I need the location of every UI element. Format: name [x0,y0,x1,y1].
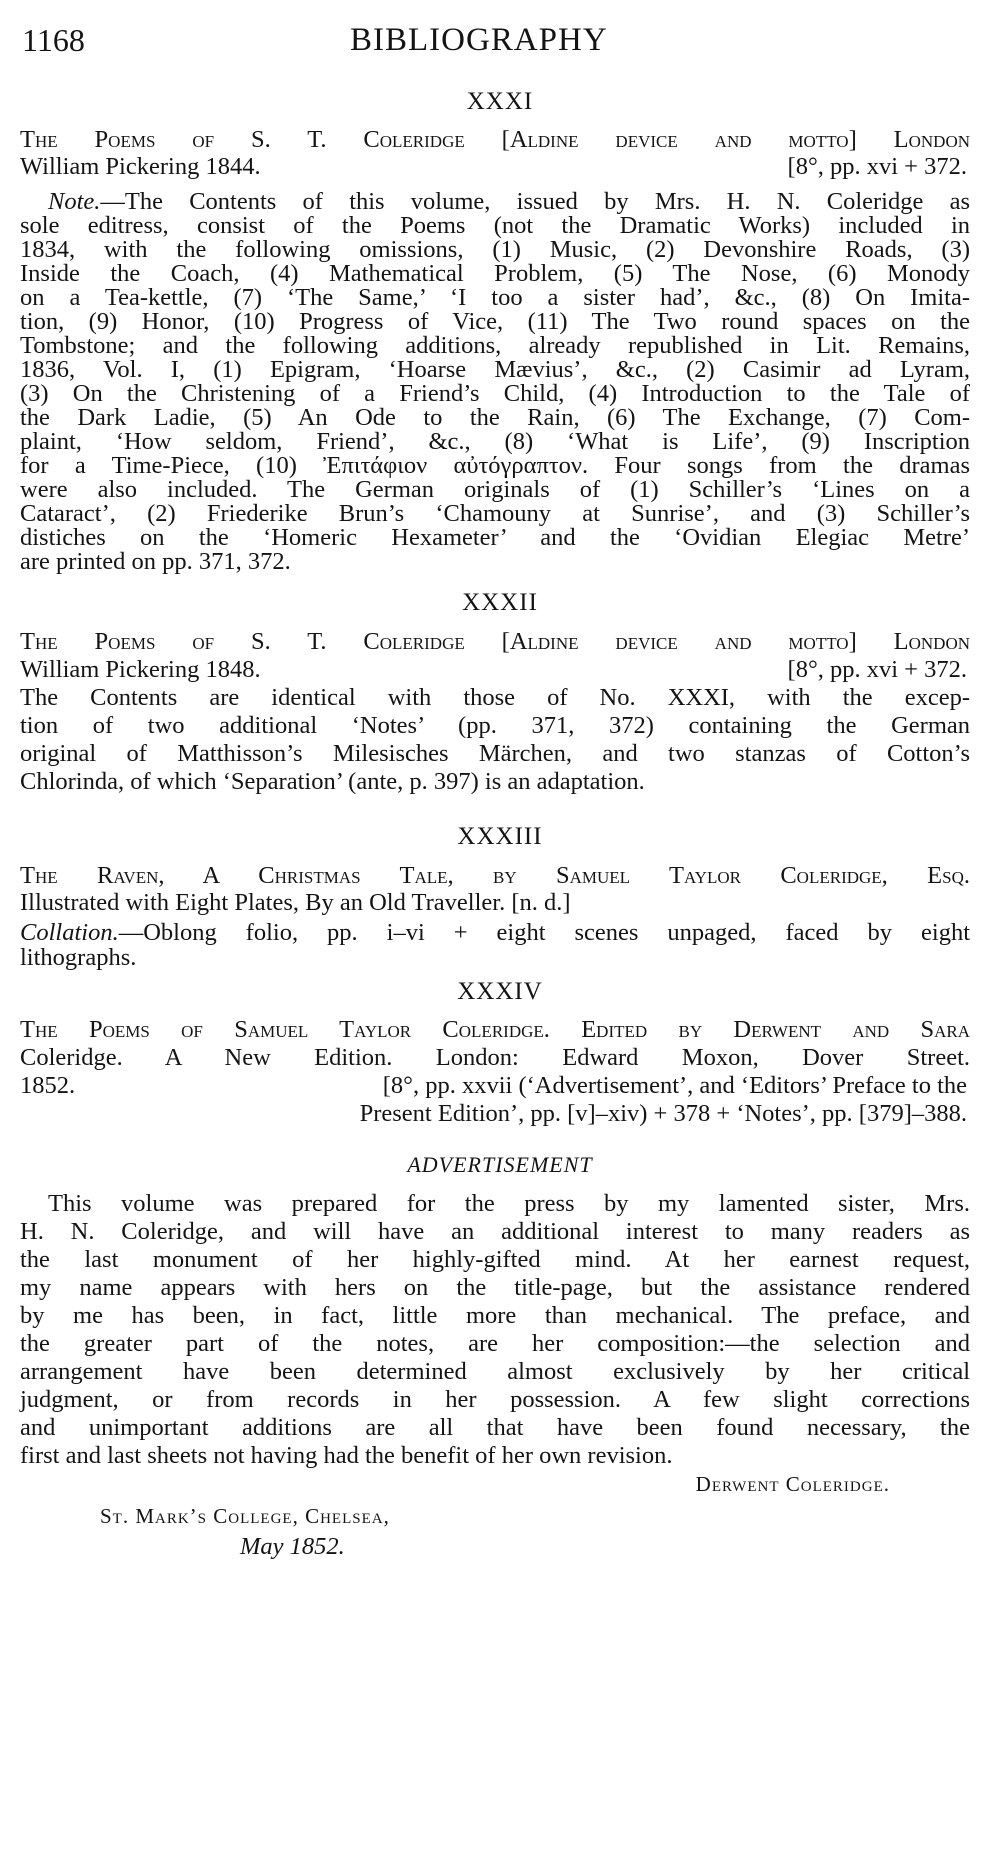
note-label: Note. [48,188,101,215]
entry-xxxiv-format-2: Present Edition’, pp. [v]–xiv) + 378 + ‘Notes’, pp. [379]–388. [359,1100,967,1127]
signature: Derwent Coleridge. [695,1472,890,1496]
entry-xxxiii-line-2: Illustrated with Eight Plates, By an Old Traveller. [n. d.] [20,889,571,916]
note-line: Tombstone; and the following additions, already republished in Lit. Remains, [20,332,970,359]
entry-xxxi-format: [8°, pp. xvi + 372. [787,153,967,180]
advertisement-line: the greater part of the notes, are her composition:—the selection and [20,1330,970,1357]
body-line: original of Matthisson’s Milesisches Märchen, and two stanzas of Cotton’s [20,740,970,767]
advertisement-heading: ADVERTISEMENT [407,1152,593,1177]
advertisement-line: my name appears with hers on the title-page, but the assistance rendered [20,1274,970,1301]
advertisement-line: by me has been, in fact, little more than mechanical. The preface, and [20,1302,970,1329]
advertisement-line: judgment, or from records in her possession. A few slight corrections [20,1386,970,1413]
entry-xxxiii-line-1: The Raven, A Christmas Tale, by Samuel Taylor Coleridge, Esq. [20,862,970,889]
collation-text: —Oblong folio, pp. i–vi + eight scenes unpaged, faced by eight [118,919,970,946]
entry-xxxiv-line-2: Coleridge. A New Edition. London: Edward Moxon, Dover Street. [20,1044,970,1071]
note-line: tion, (9) Honor, (10) Progress of Vice, (11) The Two round spaces on the [20,308,970,335]
note-line: were also included. The German originals of (1) Schiller’s ‘Lines on a [20,476,970,503]
note-line: sole editress, consist of the Poems (not the Dramatic Works) included in [20,212,970,239]
note-line: distiches on the ‘Homeric Hexameter’ and the ‘Ovidian Elegiac Metre’ [20,524,970,551]
note-line: plaint, ‘How seldom, Friend’, &c., (8) ‘What is Life’, (9) Inscription [20,428,970,455]
place: St. Mark’s College, Chelsea, [100,1504,390,1528]
note-line: Cataract’, (2) Friederike Brun’s ‘Chamouny at Sunrise’, and (3) Schiller’s [20,500,970,527]
entry-xxxii-format: [8°, pp. xvi + 372. [787,656,967,683]
body-line: tion of two additional ‘Notes’ (pp. 371, 372) containing the German [20,712,970,739]
advertisement-line: first and last sheets not having had the benefit of her own revision. [20,1442,673,1469]
entry-xxxii-line-1: The Poems of S. T. Coleridge [Aldine device and motto] London [20,628,970,655]
page-number: 1168 [22,22,85,58]
advertisement-line: and unimportant additions are all that have been found necessary, the [20,1414,970,1441]
advertisement-line: H. N. Coleridge, and will have an additional interest to many readers as [20,1218,970,1245]
note-line: for a Time-Piece, (10) Ἐπιτάφιον αὐτόγραπτον. Four songs from the dramas [20,452,970,479]
collation-first-line [20,919,970,947]
entry-xxxiv-line-1: The Poems of Samuel Taylor Coleridge. Edited by Derwent and Sara [20,1016,970,1043]
advertisement-line: arrangement have been determined almost exclusively by her critical [20,1358,970,1385]
section-heading-xxxiv: XXXIV [457,978,543,1005]
body-line: Chlorinda, of which ‘Separation’ (ante, p. 397) is an adaptation. [20,768,645,795]
entry-xxxii-line-2: William Pickering 1848. [20,656,261,683]
note-line: 1836, Vol. I, (1) Epigram, ‘Hoarse Mævius’, &c., (2) Casimir ad Lyram, [20,356,970,383]
page-title: BIBLIOGRAPHY [350,22,608,58]
entry-xxxi-line-2: William Pickering 1844. [20,153,261,180]
date [240,1533,345,1561]
entry-xxxiv-format-1: [8°, pp. xxvii (‘Advertisement’, and ‘Editors’ Preface to the [382,1072,967,1099]
note-line: (3) On the Christening of a Friend’s Child, (4) Introduction to the Tale of [20,380,970,407]
collation-label: Collation. [20,919,119,946]
advertisement-line: the last monument of her highly-gifted mind. At her earnest request, [20,1246,970,1273]
section-heading-xxxiii: XXXIII [457,823,543,850]
entry-xxxiv-year: 1852. [20,1072,76,1099]
section-heading-xxxi: XXXI [466,88,534,115]
note-line: on a Tea-kettle, (7) ‘The Same,’ ‘I too a sister had’, &c., (8) On Imita- [20,284,970,311]
note-line: are printed on pp. 371, 372. [20,548,291,575]
note-line: 1834, with the following omissions, (1) Music, (2) Devonshire Roads, (3) [20,236,970,263]
note-line: Inside the Coach, (4) Mathematical Problem, (5) The Nose, (6) Monody [20,260,970,287]
note-first-text: —The Contents of this volume, issued by Mrs. H. N. Coleridge as [100,188,970,215]
note-line: the Dark Ladie, (5) An Ode to the Rain, (6) The Exchange, (7) Com- [20,404,970,431]
section-heading-xxxii: XXXII [462,589,538,616]
entry-xxxi-line-1: The Poems of S. T. Coleridge [Aldine device and motto] London [20,126,970,153]
date-text: May 1852. [240,1533,345,1560]
collation-line: lithographs. [20,944,137,971]
body-line: The Contents are identical with those of No. XXXI, with the excep- [20,684,970,711]
advertisement-line: This volume was prepared for the press by my lamented sister, Mrs. [48,1190,970,1217]
